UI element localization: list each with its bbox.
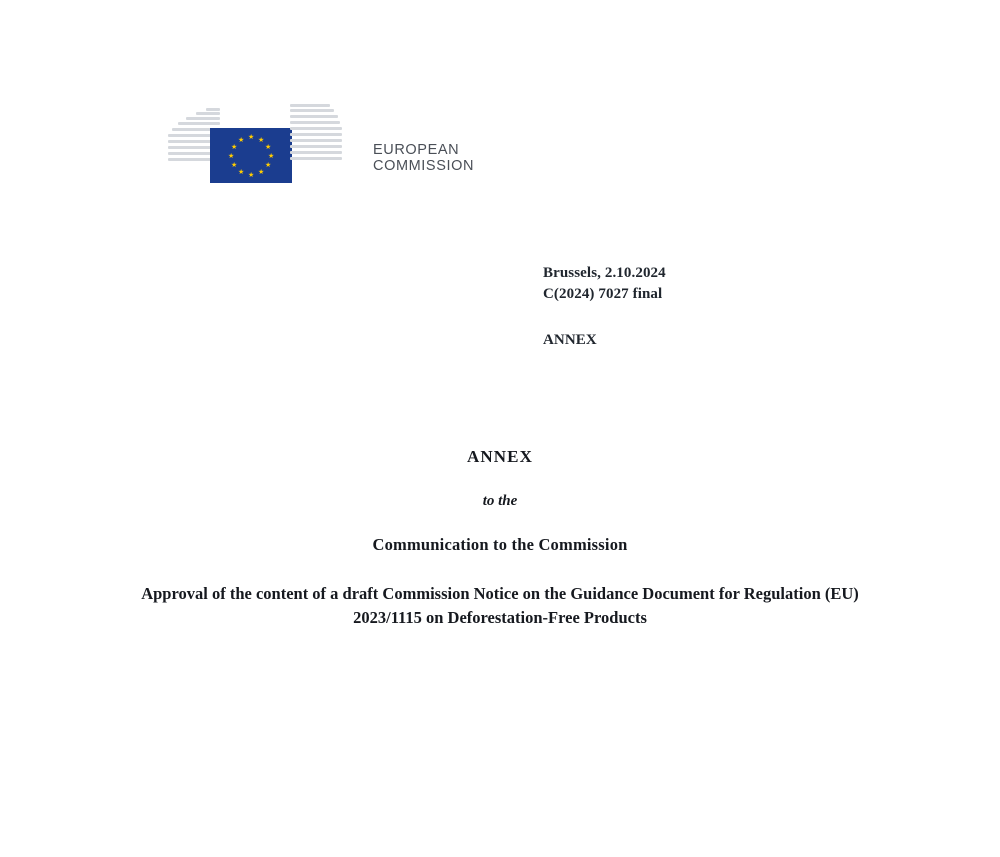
- logo-fan-right-icon: [290, 104, 344, 178]
- wordmark-line-european: EUROPEAN: [373, 142, 460, 158]
- document-title-block: [0, 447, 1000, 630]
- european-commission-logo: [168, 104, 353, 186]
- document-reference-block: [543, 263, 666, 351]
- title-subject: [140, 582, 860, 630]
- place-and-date: Brussels, 2.10.2024: [543, 265, 666, 281]
- organisation-wordmark: [373, 142, 474, 174]
- title-subject-line-2: Regulation (EU) 2023/1115 on Deforestation-Free Products: [353, 584, 859, 627]
- title-annex: ANNEX: [467, 447, 533, 466]
- eu-flag-icon: [210, 128, 292, 183]
- document-number: C(2024) 7027 final: [543, 286, 663, 302]
- wordmark-line-commission: COMMISSION: [373, 158, 475, 174]
- title-subject-line-1: Approval of the content of a draft Commission Notice on the Guidance Document for: [141, 584, 740, 603]
- document-header: [168, 104, 474, 186]
- eu-stars: ★ ★ ★ ★ ★ ★ ★ ★ ★ ★ ★ ★: [228, 133, 275, 179]
- title-communication: Communication to the Commission: [372, 535, 628, 554]
- document-type: ANNEX: [543, 332, 597, 348]
- title-to-the: to the: [482, 493, 518, 509]
